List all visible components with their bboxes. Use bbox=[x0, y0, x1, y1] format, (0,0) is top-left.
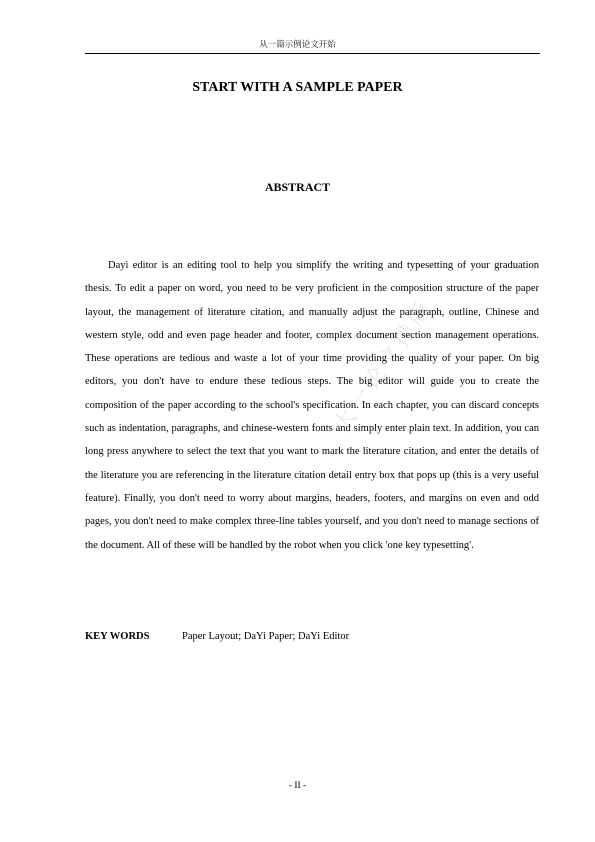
keywords-line bbox=[85, 628, 540, 646]
paper-title: START WITH A SAMPLE PAPER bbox=[192, 79, 403, 94]
keywords-value: Paper Layout; DaYi Paper; DaYi Editor bbox=[182, 631, 350, 642]
keywords-label: KEY WORDS bbox=[85, 631, 150, 642]
page-number: - II - bbox=[288, 781, 307, 791]
abstract-heading: ABSTRACT bbox=[264, 180, 331, 194]
header-rule bbox=[85, 53, 540, 54]
abstract-body: Dayi editor is an editing tool to help you simplify the writing and typesetting of your graduation thesis. To edit a paper on word, you need to be very proficient in the composition structure of the paper layout, the management of literature citation, and manually adjust the paragraph, outline, Chinese and western style, odd and even page header and footer, complex document section management operations. These operations are tedious and waste a lot of your time providing the quality of your paper. On big editors, you don't have to endure these tedious steps. The big editor will guide you to create the composition of the paper according to the school's specification. In each chapter, you can discard concepts such as indentation, paragraphs, and chinese-western fonts and simply enter plain text. In addition, you can long press anywhere to select the text that you want to mark the literature citation, and enter the details of the literature you are referencing in the literature citation detail entry box that pops up (this is a very useful feature). Finally, you don't need to worry about margins, headers, footers, and margins on even and odd pages, you don't need to make complex three-line tables yourself, and you don't need to manage sections of the document. All of these will be handled by the robot when you click 'one key typesetting'. bbox=[85, 260, 539, 551]
running-header: 从一篇示例论文开始 bbox=[259, 40, 336, 50]
watermark: 大一论文排版 bbox=[329, 295, 440, 438]
